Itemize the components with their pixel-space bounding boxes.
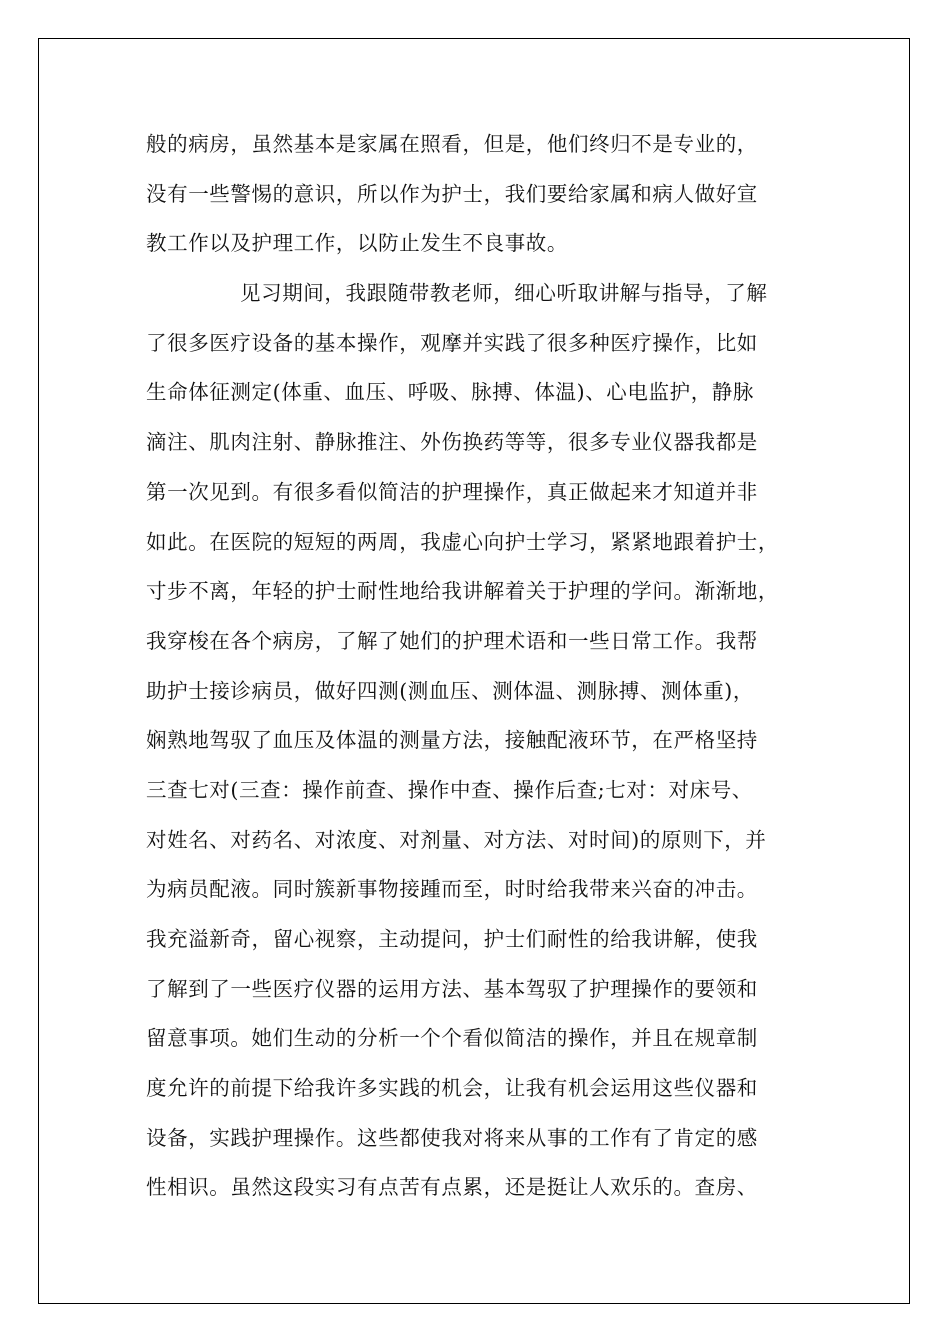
text-line: 我穿梭在各个病房，了解了她们的护理术语和一些日常工作。我帮 [146,628,758,653]
text-line: 般的病房，虽然基本是家属在照看，但是，他们终归不是专业的， [146,132,758,156]
text-line: 生命体征测定(体重、血压、呼吸、脉搏、体温)、心电监护，静脉 [146,380,754,405]
text-line: 寸步不离，年轻的护士耐性地给我讲解着关于护理的学问。渐渐地， [146,579,779,604]
text-line: 滴注、肌肉注射、静脉推注、外伤换药等等，很多专业仪器我都是 [146,430,758,455]
text-line: 度允许的前提下给我许多实践的机会，让我有机会运用这些仪器和 [146,1076,758,1101]
text-line: 没有一些警惕的意识，所以作为护士，我们要给家属和病人做好宣 [146,181,758,206]
text-line: 了很多医疗设备的基本操作，观摩并实践了很多种医疗操作，比如 [146,330,758,355]
document-body [146,120,816,1213]
text-line: 助护士接诊病员，做好四测(测血压、测体温、测脉搏、测体重)， [146,678,754,703]
text-line: 我充溢新奇，留心视察，主动提问，护士们耐性的给我讲解，使我 [146,927,758,951]
paragraph-first-line: 见习期间，我跟随带教老师，细心听取讲解与指导，了解 [240,281,768,306]
text-line: 性相识。虽然这段实习有点苦有点累，还是挺让人欢乐的。查房、 [146,1175,758,1200]
text-line: 如此。在医院的短短的两周，我虚心向护士学习，紧紧地跟着护士， [146,529,779,554]
text-line: 第一次见到。有很多看似简洁的护理操作，真正做起来才知道并非 [146,479,758,504]
text-line: 教工作以及护理工作，以防止发生不良事故。 [146,231,568,256]
text-line: 留意事项。她们生动的分析一个个看似简洁的操作，并且在规章制 [146,1026,758,1051]
text-line: 为病员配液。同时簇新事物接踵而至，时时给我带来兴奋的冲击。 [146,877,758,902]
text-line: 了解到了一些医疗仪器的运用方法、基本驾驭了护理操作的要领和 [146,976,758,1001]
text-line: 娴熟地驾驭了血压及体温的测量方法，接触配液环节，在严格坚持 [146,728,758,753]
text-line: 对姓名、对药名、对浓度、对剂量、对方法、对时间)的原则下，并 [146,827,767,852]
text-line: 三查七对(三查：操作前查、操作中查、操作后查;七对：对床号、 [146,777,753,802]
text-line: 设备，实践护理操作。这些都使我对将来从事的工作有了肯定的感 [146,1125,758,1150]
